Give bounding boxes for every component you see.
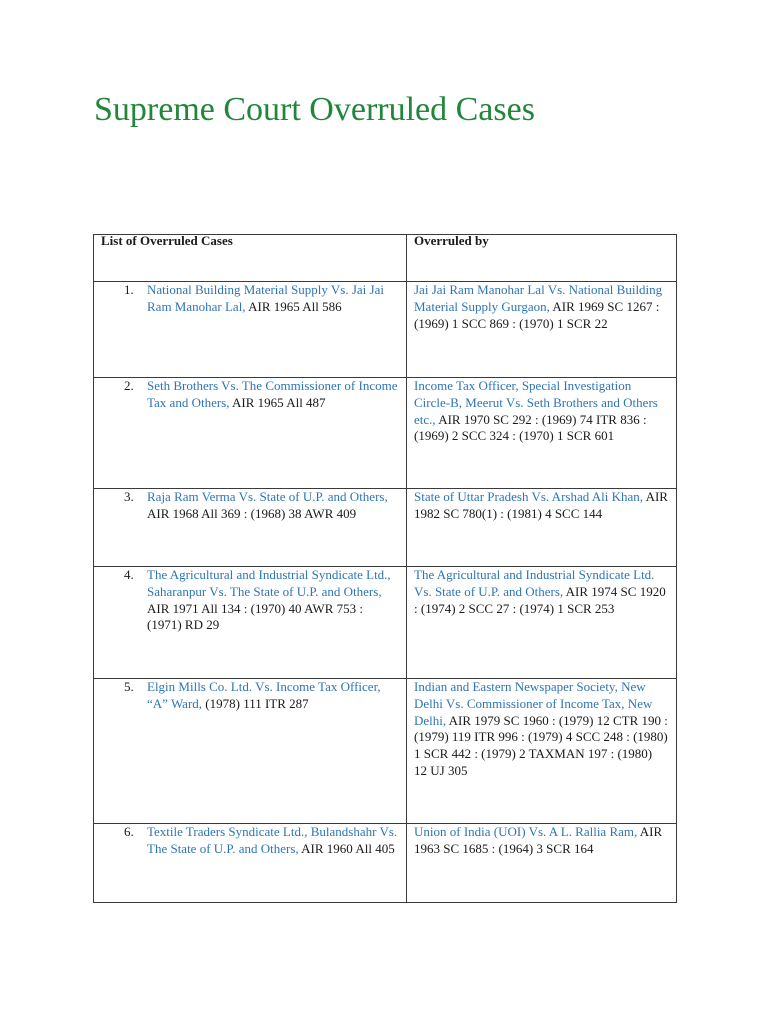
case-link[interactable]: Elgin Mills Co. Ltd. Vs. Income Tax Officer, “A” Ward, <box>147 679 381 711</box>
column-header-overruled-by: Overruled by <box>407 235 677 282</box>
overruled-case-cell <box>94 282 407 378</box>
case-citation: AIR 1960 All 405 <box>298 840 395 856</box>
overruling-case-citation: AIR 1982 SC 780(1) : (1981) 4 SCC 144 <box>414 489 668 521</box>
row-number: 2. <box>124 378 134 393</box>
table-row <box>94 378 677 489</box>
overruling-case-link[interactable]: Union of India (UOI) Vs. A L. Rallia Ram, <box>414 824 638 839</box>
case-citation: (1978) 111 ITR 287 <box>202 695 309 711</box>
table-row <box>94 282 677 378</box>
overruled-by-cell <box>407 567 677 679</box>
overruling-case-citation: AIR 1969 SC 1267 : (1969) 1 SCC 869 : (1970) 1 SCR 22 <box>414 298 660 331</box>
overruling-case-citation: AIR 1979 SC 1960 : (1979) 12 CTR 190 : (1979) 119 ITR 996 : (1979) 4 SCC 248 : (1980) 1 SCR 442 : (1979) 2 TAXMAN 197 : (1980) 12 UJ 305 <box>414 712 668 778</box>
case-citation: AIR 1965 All 586 <box>245 298 342 314</box>
row-number: 6. <box>124 824 134 839</box>
overruled-cases-table <box>93 234 677 903</box>
overruling-case-link[interactable]: The Agricultural and Industrial Syndicate Ltd. Vs. State of U.P. and Others, <box>414 567 655 599</box>
row-number: 3. <box>124 489 134 504</box>
overruled-by-cell <box>407 378 677 489</box>
overruled-case-cell <box>94 489 407 567</box>
overruling-case-link[interactable]: State of Uttar Pradesh Vs. Arshad Ali Khan, <box>414 489 644 504</box>
row-number: 1. <box>124 282 134 297</box>
row-number: 4. <box>124 567 134 582</box>
case-link[interactable]: National Building Material Supply Vs. Jai Jai Ram Manohar Lal, <box>147 282 384 314</box>
case-citation: AIR 1965 All 487 <box>229 394 326 410</box>
overruled-by-cell <box>407 679 677 824</box>
case-link[interactable]: The Agricultural and Industrial Syndicate Ltd., Saharanpur Vs. The State of U.P. and Others, <box>147 567 391 599</box>
overruled-by-cell <box>407 824 677 903</box>
overruled-case-cell <box>94 378 407 489</box>
case-link[interactable]: Raja Ram Verma Vs. State of U.P. and Others, <box>147 489 388 504</box>
row-number: 5. <box>124 679 134 694</box>
overruling-case-citation: AIR 1974 SC 1920 : (1974) 2 SCC 27 : (1974) 1 SCR 253 <box>414 583 666 616</box>
overruling-case-link[interactable]: Indian and Eastern Newspaper Society, New Delhi Vs. Commissioner of Income Tax, New Delhi, <box>414 679 653 728</box>
page-title: Supreme Court Overruled Cases <box>94 91 535 128</box>
column-header-overruled-cases: List of Overruled Cases <box>94 235 407 282</box>
table-header-row <box>94 235 677 282</box>
case-link[interactable]: Seth Brothers Vs. The Commissioner of Income Tax and Others, <box>147 378 398 410</box>
table-row <box>94 679 677 824</box>
table-row <box>94 824 677 903</box>
case-citation: AIR 1968 All 369 : (1968) 38 AWR 409 <box>147 505 357 521</box>
overruled-case-cell <box>94 567 407 679</box>
case-citation: AIR 1971 All 134 : (1970) 40 AWR 753 : (1971) RD 29 <box>147 600 363 633</box>
overruling-case-citation: AIR 1970 SC 292 : (1969) 74 ITR 836 : (1969) 2 SCC 324 : (1970) 1 SCR 601 <box>414 411 647 444</box>
case-link[interactable]: Textile Traders Syndicate Ltd., Bulandshahr Vs. The State of U.P. and Others, <box>147 824 398 856</box>
overruled-by-cell <box>407 282 677 378</box>
overruling-case-link[interactable]: Jai Jai Ram Manohar Lal Vs. National Building Material Supply Gurgaon, <box>414 282 663 314</box>
overruled-case-cell <box>94 824 407 903</box>
table-row <box>94 489 677 567</box>
overruling-case-citation: AIR 1963 SC 1685 : (1964) 3 SCR 164 <box>414 824 663 856</box>
table-row <box>94 567 677 679</box>
overruled-case-cell <box>94 679 407 824</box>
overruled-by-cell <box>407 489 677 567</box>
overruling-case-link[interactable]: Income Tax Officer, Special Investigation Circle-B, Meerut Vs. Seth Brothers and Others etc., <box>414 378 658 427</box>
